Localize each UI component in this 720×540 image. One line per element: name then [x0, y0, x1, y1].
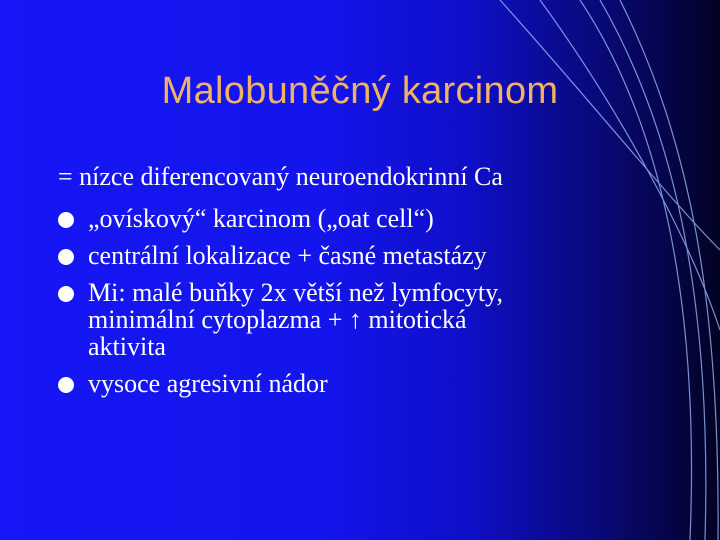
bullet-text: vysoce agresivní nádor	[88, 369, 328, 398]
bullet-text: „ovískový“ karcinom („oat cell“)	[88, 204, 434, 233]
bullet-item	[58, 206, 678, 233]
bullet-dot-icon	[58, 249, 74, 265]
bullet-item	[58, 280, 678, 361]
bullet-dot-icon	[58, 286, 74, 302]
intro-line: = nízce diferencovaný neuroendokrinní Ca	[58, 162, 503, 191]
bullet-text-continued: minimální cytoplazma + ↑ mitotická	[88, 305, 467, 334]
bullet-item	[58, 371, 678, 398]
bullet-text-continued: aktivita	[88, 332, 166, 361]
bullet-dot-icon	[58, 212, 74, 228]
slide-title: Malobuněčný karcinom	[161, 70, 559, 112]
slide-body	[58, 164, 678, 408]
bullet-item	[58, 243, 678, 270]
bullet-dot-icon	[58, 377, 74, 393]
bullet-text: centrální lokalizace + časné metastázy	[88, 241, 487, 270]
bullet-text: Mi: malé buňky 2x větší než lymfocyty,	[88, 278, 503, 307]
